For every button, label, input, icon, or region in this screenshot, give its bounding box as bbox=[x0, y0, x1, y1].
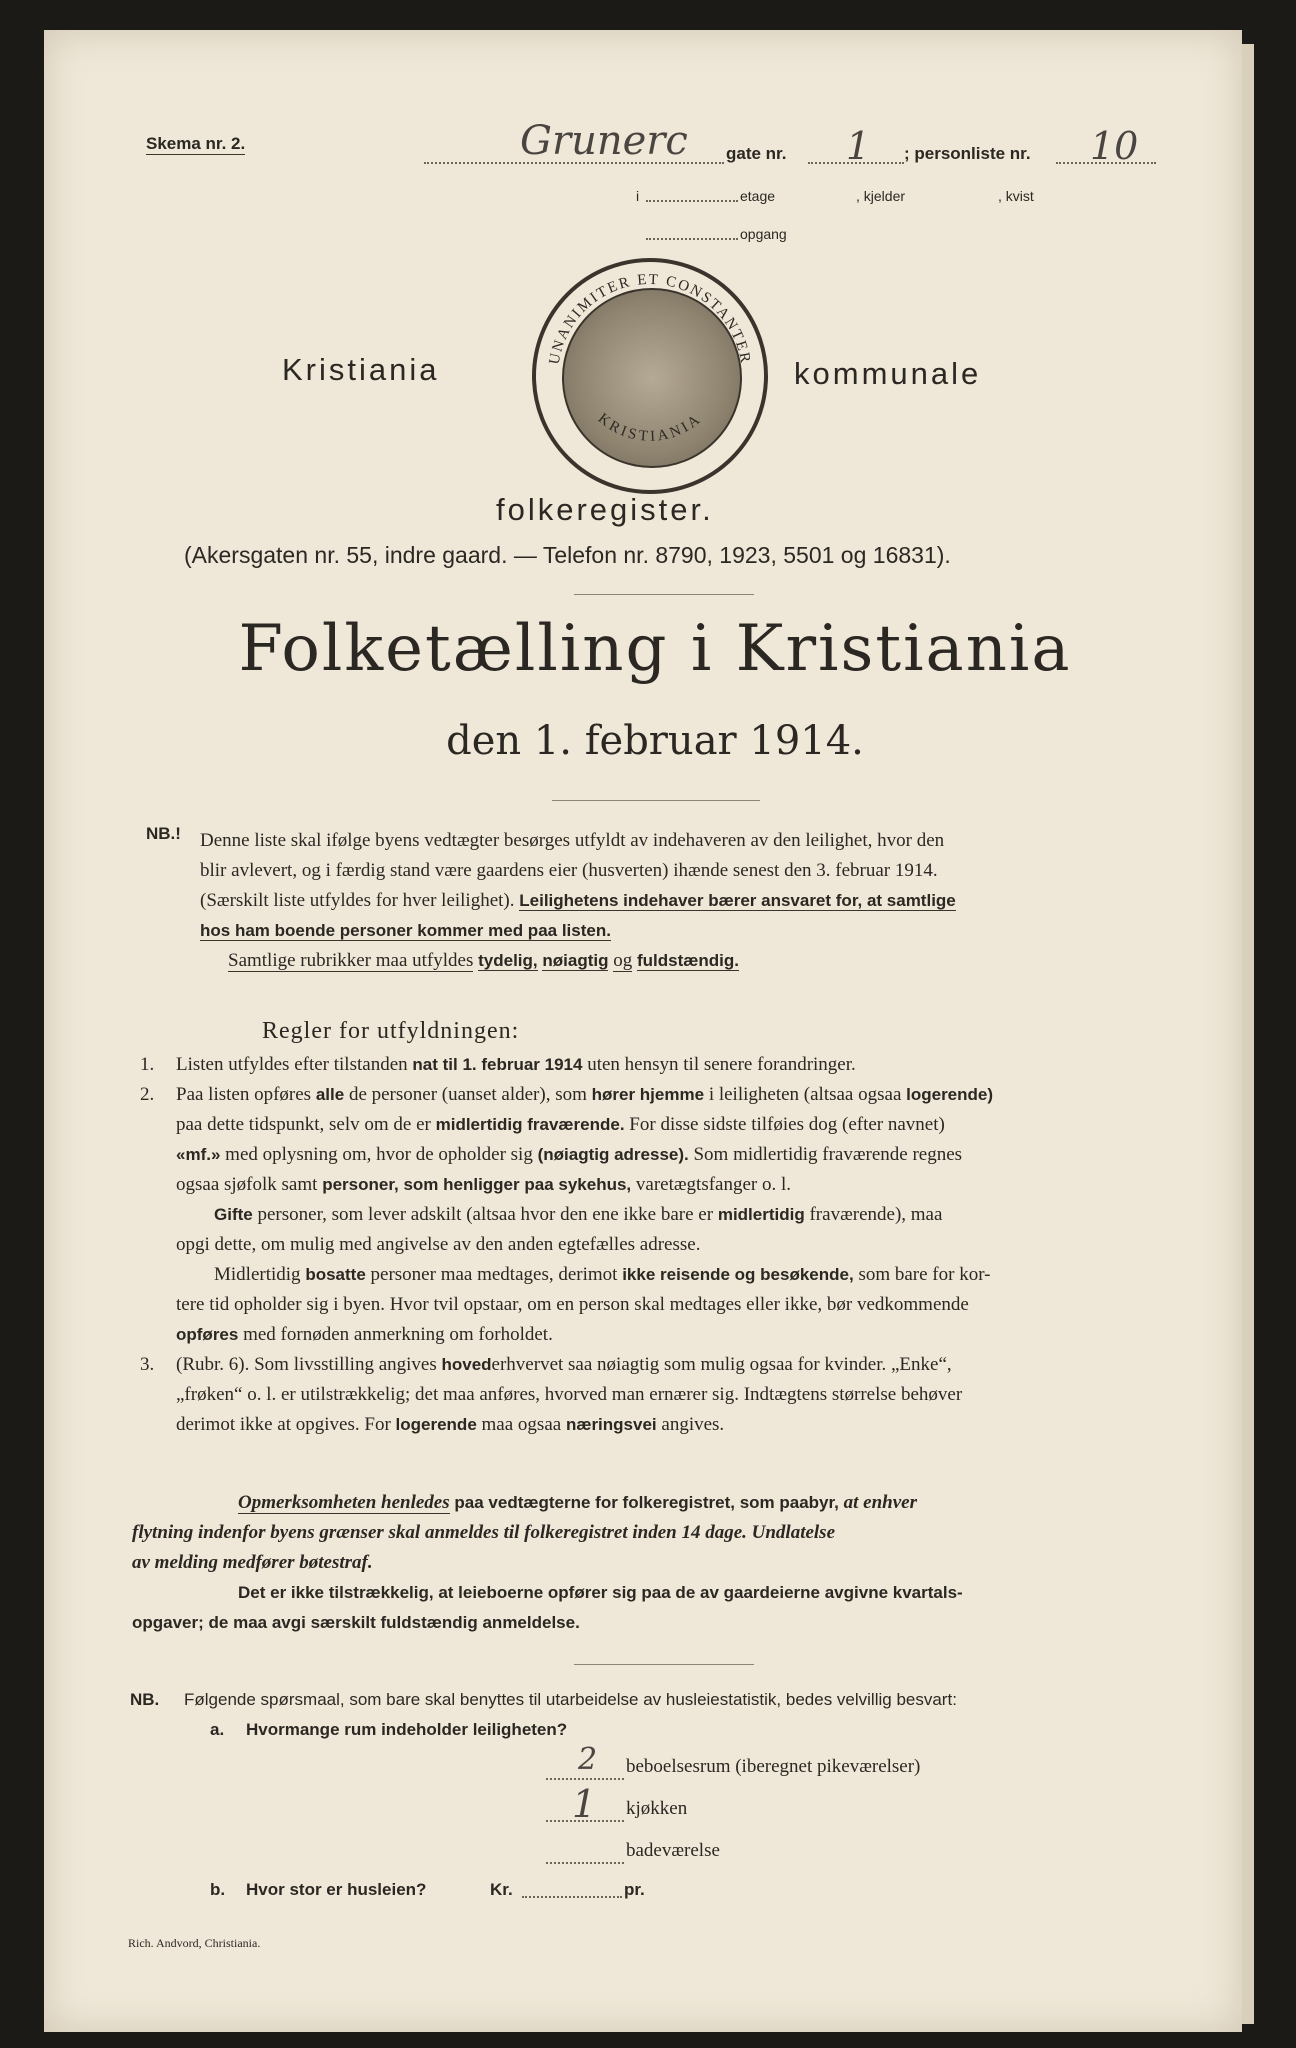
rules-heading: Regler for utfyldningen: bbox=[262, 1018, 520, 1044]
rent-field[interactable] bbox=[522, 1896, 622, 1898]
question-a: Hvormange rum indeholder leiligheten? bbox=[246, 1720, 568, 1739]
kr-label: Kr. bbox=[490, 1880, 513, 1899]
seal-text-ring bbox=[536, 262, 764, 490]
street-handwritten: Grunerс bbox=[520, 118, 688, 164]
rule-line: tere tid opholder sig i byen. Hvor tvil opstaar, om en person skal medtages eller ikke, bør vedkommende bbox=[176, 1294, 969, 1315]
census-date: den 1. februar 1914. bbox=[446, 718, 864, 764]
rule-line: Paa listen opføres alle de personer (uanset alder), som hører hjemme i leiligheten (altsaa ogsaa logerende) bbox=[176, 1084, 994, 1105]
kvist-label: , kvist bbox=[998, 188, 1034, 204]
office-address: (Akersgaten nr. 55, indre gaard. — Telefon nr. 8790, 1923, 5501 og 16831). bbox=[184, 542, 951, 568]
kitchen-label: kjøkken bbox=[626, 1798, 688, 1819]
nb1-line: hos ham boende personer kommer med paa listen. bbox=[200, 921, 611, 940]
notice-line: flytning indenfor byens grænser skal anmeldes til folkeregistret inden 14 dage. Undlatelse bbox=[132, 1522, 836, 1543]
nb1-label: NB.! bbox=[146, 824, 181, 843]
schema-number: Skema nr. 2. bbox=[146, 134, 246, 153]
rule-line: opgi dette, om mulig med angivelse av den anden egtefælles adresse. bbox=[176, 1234, 701, 1255]
i-label: i bbox=[636, 188, 640, 204]
nb1-line: (Særskilt liste utfyldes for hver leilighet). Leilighetens indehaver bærer ansvaret for, at samtlige bbox=[200, 890, 956, 911]
rule-1-number: 1. bbox=[140, 1054, 155, 1075]
opgang-field-line bbox=[646, 238, 738, 240]
rule-line: (Rubr. 6). Som livsstilling angives hovederhvervet saa nøiagtig som mulig ogsaa for kvinder. „Enke“, bbox=[176, 1354, 952, 1375]
notice-line: opgaver; de maa avgi særskilt fuldstændig anmeldelse. bbox=[132, 1613, 580, 1632]
question-b: Hvor stor er husleien? bbox=[246, 1880, 427, 1899]
rooms-value: 2 bbox=[578, 1742, 598, 1777]
printer-credit: Rich. Andvord, Christiania. bbox=[128, 1936, 261, 1950]
title-folkeregister: folkeregister. bbox=[496, 492, 714, 527]
seal-city: KRISTIANIA bbox=[594, 410, 706, 445]
personliste-value: 10 bbox=[1090, 124, 1139, 168]
rule-line: Gifte personer, som lever adskilt (altsaa hvor den ene ikke bare er midlertidig fraværende), maa bbox=[214, 1204, 943, 1225]
title-kristiania: Kristiania bbox=[282, 352, 440, 387]
rule-line: derimot ikke at opgives. For logerende maa ogsaa næringsvei angives. bbox=[176, 1414, 725, 1435]
rule-line: ogsaa sjøfolk samt personer, som henligger paa sykehus, varetægtsfanger o. l. bbox=[176, 1174, 792, 1195]
kjelder-label: , kjelder bbox=[856, 188, 906, 204]
opgang-label: opgang bbox=[740, 226, 787, 242]
rule-line: paa dette tidspunkt, selv om de er midlertidig fraværende. For disse sidste tilføies dog (efter navnet) bbox=[176, 1114, 945, 1135]
divider bbox=[574, 594, 754, 595]
nb2-label: NB. bbox=[130, 1690, 160, 1709]
notice-line: Det er ikke tilstrækkelig, at leieboerne opfører sig paa de av gaardeierne avgivne kvartals- bbox=[238, 1583, 963, 1602]
svg-text:UNANIMITER ET CONSTANTER bbox=[547, 272, 754, 366]
rooms-label: beboelsesrum (iberegnet pikeværelser) bbox=[626, 1756, 921, 1777]
rule-line: Midlertidig bosatte personer maa medtages, derimot ikke reisende og besøkende, som bare for kor- bbox=[214, 1264, 991, 1285]
nb1-line: Samtlige rubrikker maa utfyldes tydelig, nøiagtig og fuldstændig. bbox=[228, 950, 739, 971]
gate-nr-value: 1 bbox=[846, 124, 871, 168]
etage-field-line bbox=[646, 200, 738, 202]
svg-text:KRISTIANIA bbox=[595, 410, 705, 444]
rule-line: Listen utfyldes efter tilstanden nat til 1. februar 1914 uten hensyn til senere forandringer. bbox=[176, 1054, 856, 1075]
personliste-label: ; personliste nr. bbox=[904, 144, 1031, 163]
gate-nr-label: gate nr. bbox=[726, 144, 787, 163]
rule-line: „frøken“ o. l. er utilstrækkelig; det maa anføres, hvorved man ernærer sig. Indtægtens størrelse behøver bbox=[176, 1384, 963, 1405]
notice-line: av melding medfører bøtestraf. bbox=[132, 1552, 373, 1573]
kitchen-value: 1 bbox=[572, 1782, 597, 1826]
rule-3-number: 3. bbox=[140, 1354, 155, 1375]
main-title: Folketælling i Kristiania bbox=[238, 612, 1072, 686]
title-kommunale: kommunale bbox=[794, 356, 982, 391]
etage-label: etage bbox=[740, 188, 776, 204]
rule-line: «mf.» med oplysning om, hvor de opholder sig (nøiagtig adresse). Som midlertidig fraværende regnes bbox=[176, 1144, 963, 1165]
rooms-field[interactable] bbox=[546, 1778, 624, 1780]
bath-label: badeværelse bbox=[626, 1840, 720, 1861]
nb1-line: Denne liste skal ifølge byens vedtægter besørges utfyldt av indehaveren av den leilighet, hvor den bbox=[200, 830, 945, 851]
nb1-line: blir avlevert, og i færdig stand være gaardens eier (husverten) ihænde senest den 3. februar 1914. bbox=[200, 860, 938, 881]
bath-field[interactable] bbox=[546, 1862, 624, 1864]
question-a-label: a. bbox=[210, 1720, 225, 1739]
city-seal bbox=[532, 258, 768, 494]
notice-line: Opmerksomheten henledes paa vedtægterne for folkeregistret, som paabyr, at enhver bbox=[238, 1492, 918, 1513]
rule-2-number: 2. bbox=[140, 1084, 155, 1105]
divider bbox=[552, 800, 760, 801]
question-b-label: b. bbox=[210, 1880, 226, 1899]
nb2-intro: Følgende spørsmaal, som bare skal benyttes til utarbeidelse av husleiestatistik, bedes velvillig besvart: bbox=[184, 1690, 957, 1709]
seal-motto: UNANIMITER ET CONSTANTER bbox=[546, 271, 754, 366]
divider bbox=[574, 1664, 754, 1665]
pr-label: pr. bbox=[624, 1880, 645, 1899]
rule-line: opføres med fornøden anmerkning om forholdet. bbox=[176, 1324, 553, 1345]
